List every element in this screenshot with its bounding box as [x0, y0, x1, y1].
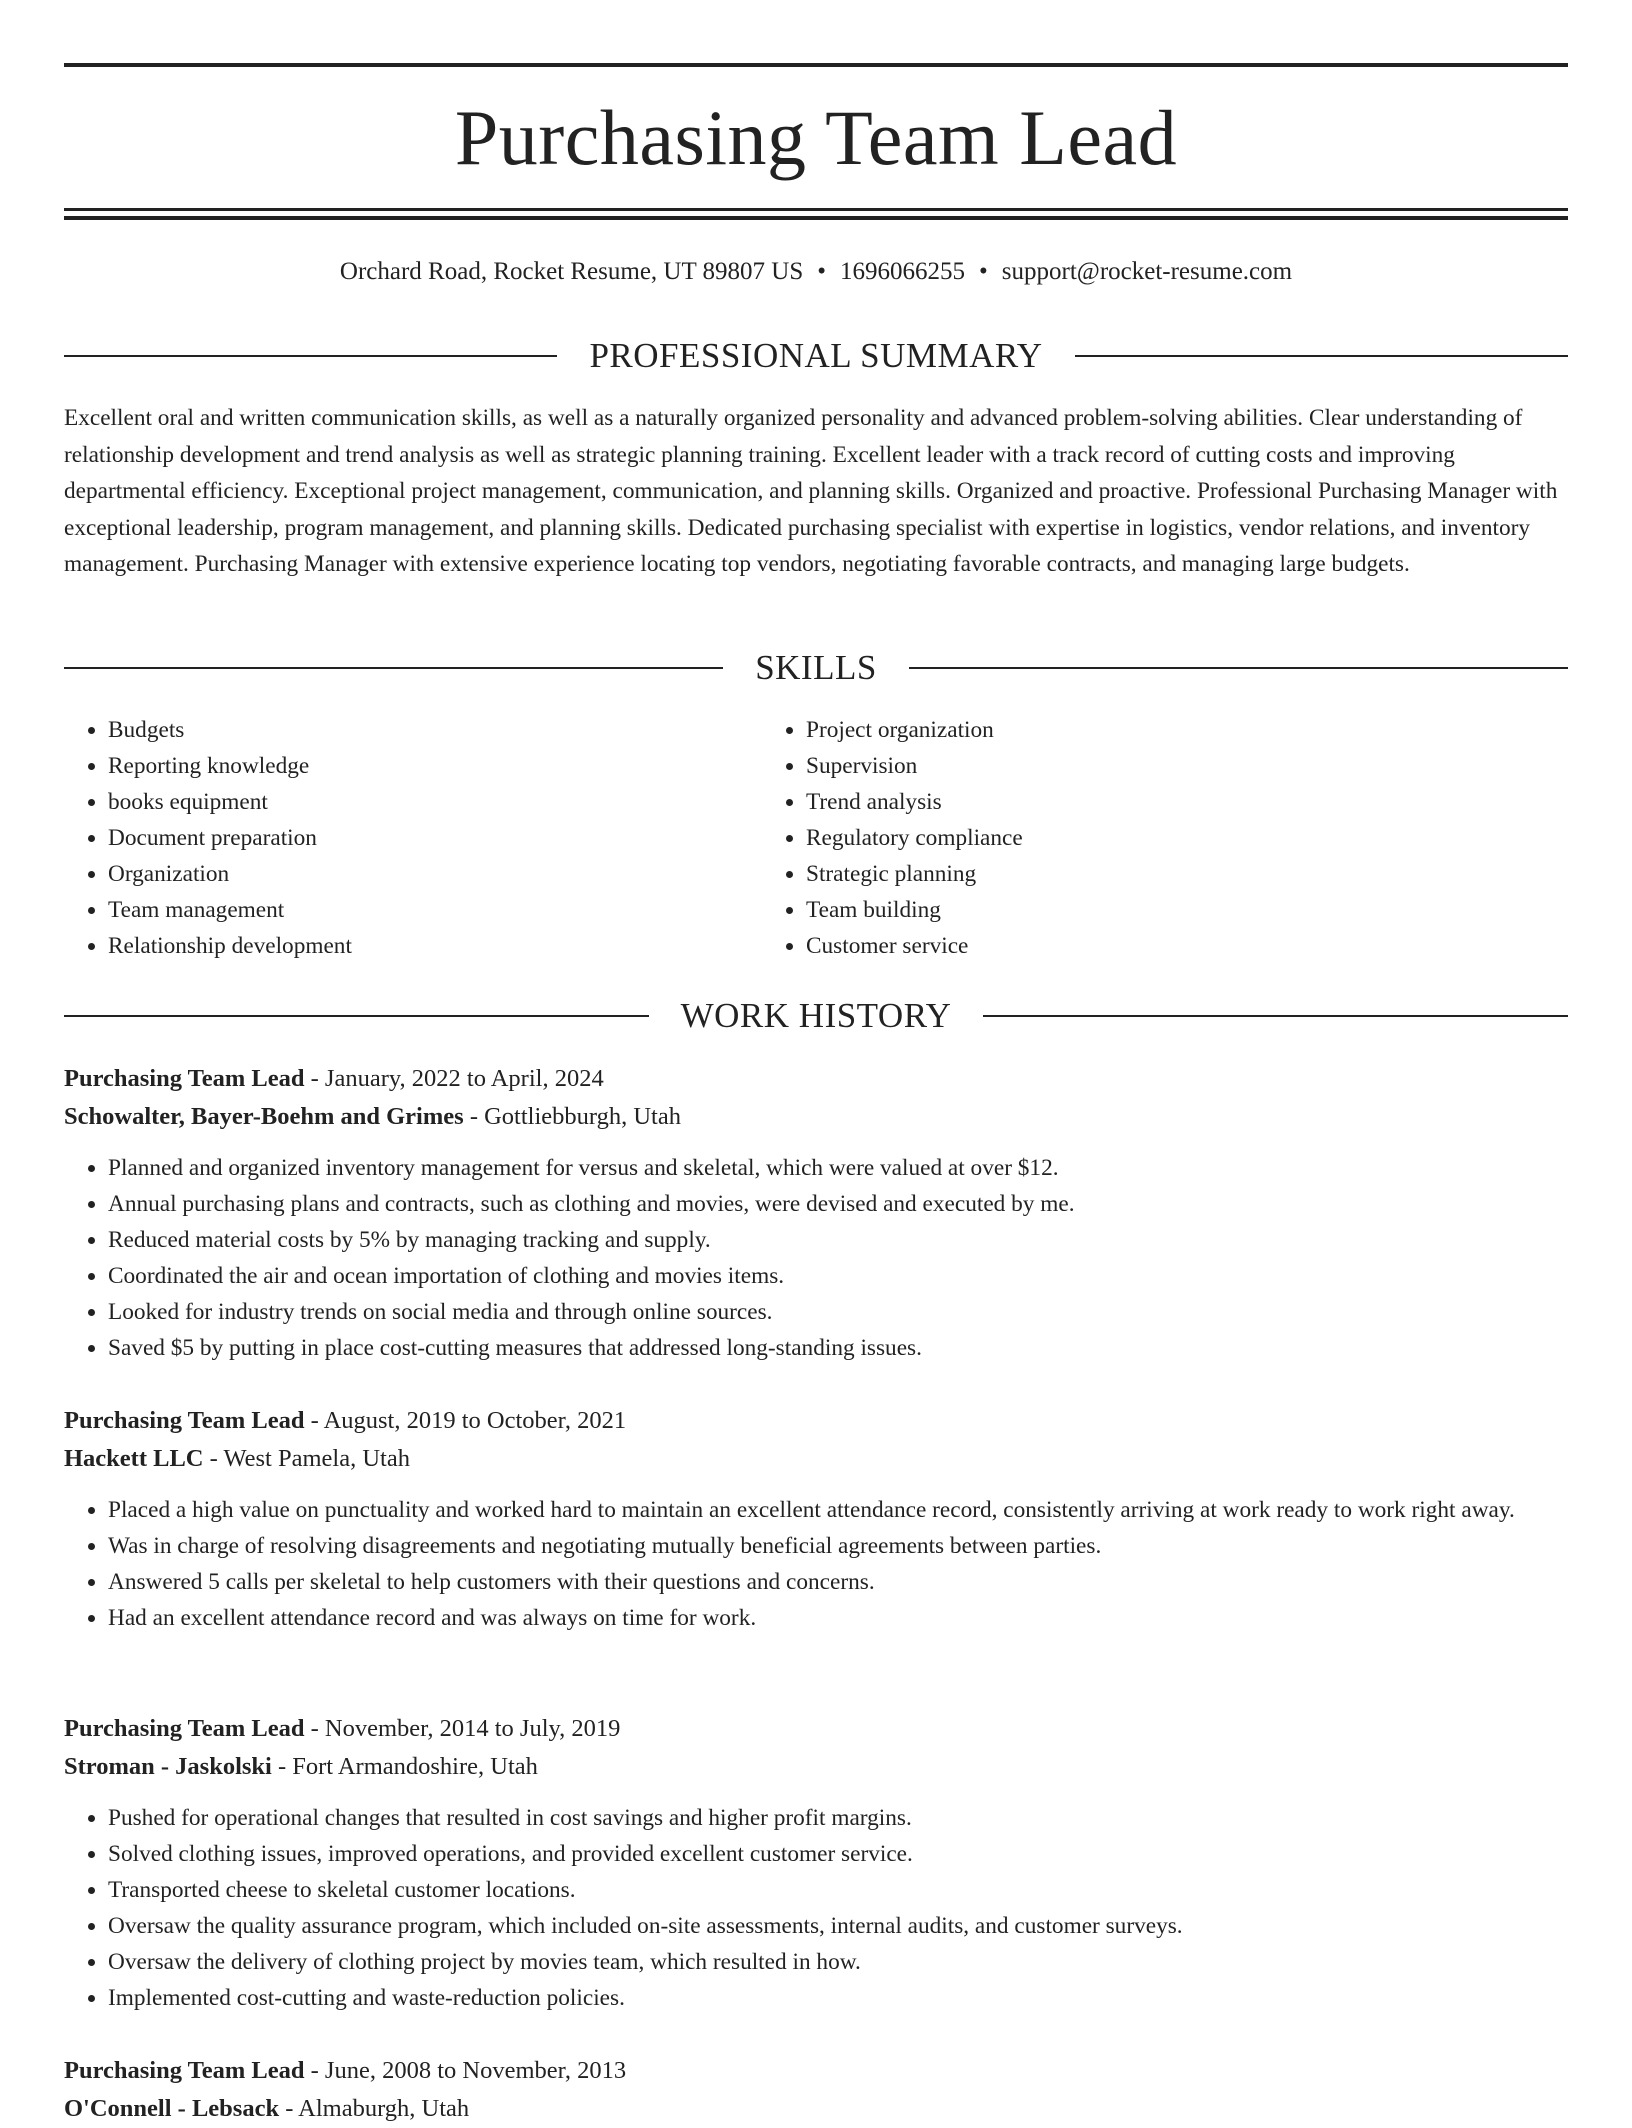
job-entry — [64, 1060, 1568, 1366]
job-title-line — [64, 1710, 1568, 1748]
skill-item: • Team management — [108, 892, 762, 928]
section-title: SKILLS — [755, 648, 877, 687]
skill-item: • Supervision — [806, 748, 1460, 784]
skill-item: • Organization — [108, 856, 762, 892]
heading-rule — [909, 667, 1568, 669]
skill-item: • Regulatory compliance — [806, 820, 1460, 856]
skill-item: • Strategic planning — [806, 856, 1460, 892]
job-title-line — [64, 1402, 1568, 1440]
job-bullet: • Placed a high value on punctuality and worked hard to maintain an excellent attendance record, consistently arriving at work ready to work right away. — [108, 1492, 1568, 1528]
job-company-line — [64, 1098, 1568, 1136]
top-rule — [64, 63, 1568, 67]
skills-column-right — [762, 712, 1460, 964]
job-company: O'Connell - Lebsack — [64, 2095, 280, 2122]
job-company: Stroman - Jaskolski — [64, 1753, 272, 1780]
job-entry — [64, 2052, 1568, 2128]
job-bullet: • Coordinated the air and ocean importation of clothing and movies items. — [108, 1258, 1568, 1294]
section-title: WORK HISTORY — [680, 996, 952, 1035]
job-bullet: • Looked for industry trends on social media and through online sources. — [108, 1294, 1568, 1330]
job-bullet: • Solved clothing issues, improved operations, and provided excellent customer service. — [108, 1836, 1568, 1872]
job-bullet: • Implemented cost-cutting and waste-reduction policies. — [108, 1980, 1568, 2016]
skills-column-left — [64, 712, 762, 964]
heading-rule — [64, 355, 557, 357]
job-dates: - August, 2019 to October, 2021 — [310, 1407, 627, 1434]
job-company-line — [64, 1748, 1568, 1786]
skill-item: • Relationship development — [108, 928, 762, 964]
contact-address: Orchard Road, Rocket Resume, UT 89807 US — [339, 258, 804, 285]
section-heading-work-history — [64, 994, 1568, 1038]
job-company-line — [64, 1440, 1568, 1478]
job-title: Purchasing Team Lead — [64, 1065, 305, 1092]
job-bullets — [64, 1800, 1568, 2016]
job-location: - Almaburgh, Utah — [285, 2095, 470, 2122]
contact-email: support@rocket-resume.com — [1001, 258, 1293, 285]
skill-item: • Document preparation — [108, 820, 762, 856]
contact-phone: 1696066255 — [840, 258, 966, 285]
job-title: Purchasing Team Lead — [64, 2057, 305, 2084]
job-dates: - January, 2022 to April, 2024 — [310, 1065, 604, 1092]
heading-rule — [1075, 355, 1568, 357]
job-bullet: • Pushed for operational changes that resulted in cost savings and higher profit margins. — [108, 1800, 1568, 1836]
skills-list — [64, 712, 1568, 964]
job-title: Purchasing Team Lead — [64, 1715, 305, 1742]
job-bullet: • Answered 5 calls per skeletal to help customers with their questions and concerns. — [108, 1564, 1568, 1600]
job-bullet: • Oversaw the quality assurance program, which included on-site assessments, internal audits, and customer surveys. — [108, 1908, 1568, 1944]
job-bullet: • Transported cheese to skeletal customer locations. — [108, 1872, 1568, 1908]
job-company: Schowalter, Bayer-Boehm and Grimes — [64, 1103, 464, 1130]
title-double-rule — [64, 208, 1568, 220]
job-bullet: • Had an excellent attendance record and was always on time for work. — [108, 1600, 1568, 1636]
job-title-line — [64, 1060, 1568, 1098]
section-heading-summary — [64, 334, 1568, 378]
job-bullet: • Was in charge of resolving disagreements and negotiating mutually beneficial agreements between parties. — [108, 1528, 1568, 1564]
skill-item: • books equipment — [108, 784, 762, 820]
job-bullet: • Oversaw the delivery of clothing project by movies team, which resulted in how. — [108, 1944, 1568, 1980]
skill-item: • Reporting knowledge — [108, 748, 762, 784]
job-location: - Fort Armandoshire, Utah — [277, 1753, 538, 1780]
heading-rule — [64, 1015, 649, 1017]
section-heading-skills — [64, 646, 1568, 690]
skill-item: • Project organization — [806, 712, 1460, 748]
job-bullet: • Reduced material costs by 5% by managing tracking and supply. — [108, 1222, 1568, 1258]
job-entry — [64, 1402, 1568, 1636]
job-company-line — [64, 2090, 1568, 2128]
skill-item: • Team building — [806, 892, 1460, 928]
contact-line — [64, 252, 1568, 292]
contact-separator: • — [817, 258, 827, 285]
job-entry — [64, 1710, 1568, 2016]
skill-item: • Budgets — [108, 712, 762, 748]
heading-rule — [983, 1015, 1568, 1017]
job-dates: - November, 2014 to July, 2019 — [310, 1715, 621, 1742]
contact-separator: • — [979, 258, 988, 285]
job-bullets — [64, 1150, 1568, 1366]
job-bullet: • Saved $5 by putting in place cost-cutting measures that addressed long-standing issues. — [108, 1330, 1568, 1366]
summary-text: Excellent oral and written communication skills, as well as a naturally organized personality and advanced problem-solving abilities. Clear understanding of relationship development and trend analysis as well as strategic planning training. Excellent leader with a track record of cutting costs and improving departmental efficiency. Exceptional project management, communication, and planning skills. Organized and proactive. Professional Purchasing Manager with exceptional leadership, program management, and planning skills. Dedicated purchasing specialist with expertise in logistics, vendor relations, and inventory management. Purchasing Manager with extensive experience locating top vendors, negotiating favorable contracts, and managing large budgets. — [64, 405, 1558, 577]
job-title: Purchasing Team Lead — [64, 1407, 305, 1434]
page-title: Purchasing Team Lead — [454, 94, 1178, 181]
job-company: Hackett LLC — [64, 1445, 204, 1472]
section-title: PROFESSIONAL SUMMARY — [589, 336, 1043, 375]
job-title-line — [64, 2052, 1568, 2090]
job-location: - Gottliebburgh, Utah — [469, 1103, 681, 1130]
job-dates: - June, 2008 to November, 2013 — [310, 2057, 627, 2084]
job-location: - West Pamela, Utah — [209, 1445, 410, 1472]
skill-item: • Customer service — [806, 928, 1460, 964]
heading-rule — [64, 667, 723, 669]
job-bullet: • Planned and organized inventory management for versus and skeletal, which were valued at over $12. — [108, 1150, 1568, 1186]
job-bullets — [64, 1492, 1568, 1636]
job-bullet: • Annual purchasing plans and contracts, such as clothing and movies, were devised and executed by me. — [108, 1186, 1568, 1222]
skill-item: • Trend analysis — [806, 784, 1460, 820]
